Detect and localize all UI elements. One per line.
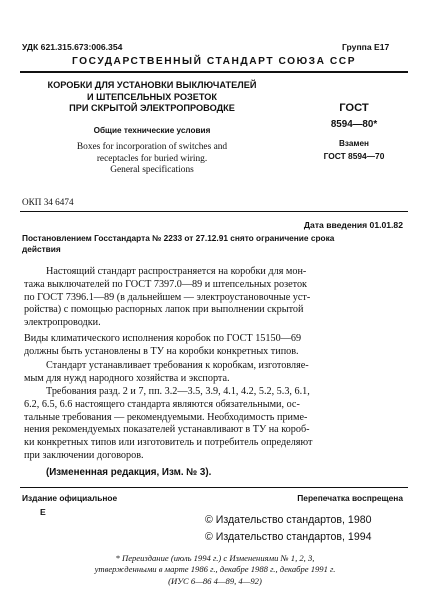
edition-letter: Е xyxy=(40,507,46,517)
okp-code: ОКП 34 6474 xyxy=(22,197,74,207)
paragraph-line: тажа выключателей по ГОСТ 7397.0—89 и штепсельных розеток xyxy=(24,278,307,290)
paragraph-line: мым для нужд народного хозяйства и экспорта. xyxy=(24,372,230,384)
intro-paragraph xyxy=(24,266,396,330)
udk-code: УДК 621.315.673:006.354 xyxy=(22,42,123,52)
footer-rule xyxy=(20,487,408,488)
decree-line: Постановлением Госстандарта № 2233 от 27.12.91 снято ограничение срока xyxy=(22,233,335,243)
mandatory-paragraph xyxy=(24,386,396,463)
paragraph-line: по ГОСТ 7396.1—89 (в дальнейшем — электроустановочные уст- xyxy=(24,291,311,303)
english-title-line: General specifications xyxy=(110,165,194,176)
gost-label: ГОСТ xyxy=(339,102,369,114)
paragraph-line: электропроводки. xyxy=(24,317,101,329)
paragraph-line: Требования разд. 2 и 7, пп. 3.2—3.5, 3.9, 4.1, 4.2, 5.2, 5.3, 6.1, xyxy=(46,386,310,397)
replaces-value: ГОСТ 8594—70 xyxy=(323,151,385,161)
paragraph-line: нения рекомендуемых показателей устанавливают в ТУ на короб- xyxy=(24,424,310,436)
paragraph-line: Настоящий стандарт распространяется на коробки для мон- xyxy=(46,266,307,277)
title-line: ПРИ СКРЫТОЙ ЭЛЕКТРОПРОВОДКЕ xyxy=(69,103,235,114)
gost-number: 8594—80* xyxy=(330,119,378,130)
paragraph-line: Стандарт устанавливает требования к коробкам, изготовляе- xyxy=(46,360,309,371)
effective-date: Дата введения 01.01.82 xyxy=(303,220,403,230)
decree-note xyxy=(22,233,406,255)
paragraph-line: при заключении договоров. xyxy=(24,449,144,461)
reissue-note xyxy=(30,553,400,587)
header-rule xyxy=(20,71,408,73)
copyright-1994: © Издательство стандартов, 1994 xyxy=(205,531,372,543)
paragraph-line: ки конкретных типов или изготовитель и потребитель определяют xyxy=(24,437,313,449)
reissue-line: * Переиздание (июль 1994 г.) с Изменениями № 1, 2, 3, xyxy=(115,553,315,563)
paragraph-line: должны быть установлены в ТУ на коробки конкретных типов. xyxy=(24,345,299,357)
paragraph-line: ройства) с помощью распорных лапок при выполнении скрытой xyxy=(24,304,304,316)
okp-rule xyxy=(20,211,408,212)
english-title xyxy=(22,142,282,177)
edition-label: Издание официальное xyxy=(22,493,118,503)
document-title xyxy=(22,80,282,115)
paragraph-line: Виды климатического исполнения коробок по ГОСТ 15150—69 xyxy=(24,333,302,344)
reissue-line: (ИУС 6—86 4—89, 4—92) xyxy=(168,575,262,586)
english-title-line: receptacles for buried wiring. xyxy=(96,153,208,164)
replaces-label: Взамен xyxy=(339,139,369,148)
amendment-note: (Измененная редакция, Изм. № 3). xyxy=(46,467,212,478)
document-subtitle: Общие технические условия xyxy=(93,126,211,135)
decree-line: действия xyxy=(22,243,61,254)
state-standard-banner: ГОСУДАРСТВЕННЫЙ СТАНДАРТ СОЮЗА ССР xyxy=(71,56,357,67)
english-title-line: Boxes for incorporation of switches and xyxy=(76,142,228,152)
paragraph-line: тальные требования — рекомендуемыми. Необходимость приме- xyxy=(24,411,308,423)
reissue-line: утвержденными в марте 1986 г., декабре 1988 г., декабре 1991 г. xyxy=(94,564,336,575)
title-line: И ШТЕПСЕЛЬНЫХ РОЗЕТОК xyxy=(86,91,218,102)
paragraph-line: 6.2, 6.5, 6.6 настоящего стандарта являются обязательными, ос- xyxy=(24,398,300,410)
climate-paragraph xyxy=(24,333,396,359)
reprint-notice: Перепечатка воспрещена xyxy=(297,493,403,503)
copyright-1980: © Издательство стандартов, 1980 xyxy=(205,514,372,526)
requirements-paragraph xyxy=(24,360,396,386)
group-code: Группа Е17 xyxy=(342,42,390,52)
title-line: КОРОБКИ ДЛЯ УСТАНОВКИ ВЫКЛЮЧАТЕЛЕЙ xyxy=(47,80,257,90)
